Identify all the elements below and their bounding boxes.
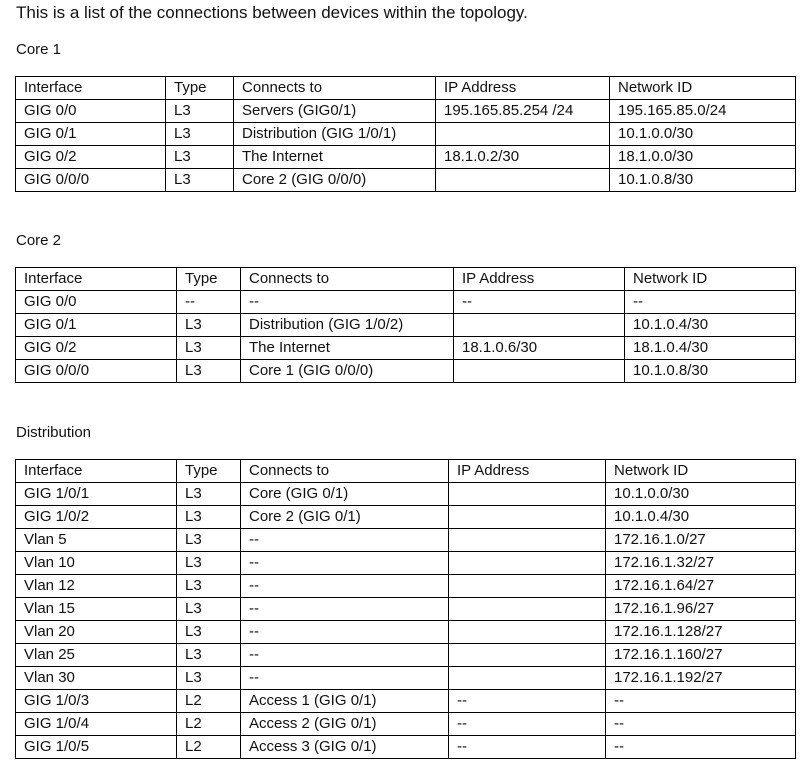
cell-interface: GIG 0/0/0 — [16, 360, 177, 383]
cell-interface: GIG 0/2 — [16, 337, 177, 360]
cell-type: L3 — [166, 169, 234, 192]
cell-connects-to: -- — [241, 552, 449, 575]
distribution-connections-table — [15, 459, 796, 759]
cell-ip-address: -- — [449, 713, 606, 736]
cell-interface: GIG 0/0 — [16, 100, 166, 123]
cell-network-id: 172.16.1.32/27 — [606, 552, 796, 575]
cell-type: L3 — [177, 360, 241, 383]
cell-type: L2 — [177, 713, 241, 736]
table-row — [16, 146, 796, 169]
cell-network-id: -- — [606, 713, 796, 736]
table-row — [16, 552, 796, 575]
table-row — [16, 483, 796, 506]
cell-type: L3 — [177, 575, 241, 598]
cell-connects-to: -- — [241, 644, 449, 667]
section-title-core-1: Core 1 — [16, 41, 62, 58]
cell-interface: Vlan 12 — [16, 575, 177, 598]
column-header-network-id: Network ID — [610, 77, 796, 100]
cell-ip-address — [449, 621, 606, 644]
column-header-ip-address: IP Address — [449, 460, 606, 483]
cell-type: L3 — [177, 506, 241, 529]
table-row — [16, 506, 796, 529]
cell-interface: Vlan 10 — [16, 552, 177, 575]
cell-interface: GIG 0/1 — [16, 314, 177, 337]
table-row — [16, 736, 796, 759]
table-row — [16, 690, 796, 713]
cell-interface: Vlan 30 — [16, 667, 177, 690]
column-header-connects-to: Connects to — [241, 460, 449, 483]
table-row — [16, 598, 796, 621]
column-header-interface: Interface — [16, 460, 177, 483]
section-title-distribution: Distribution — [16, 424, 92, 441]
cell-ip-address — [449, 506, 606, 529]
cell-connects-to: -- — [241, 291, 454, 314]
cell-type: L3 — [177, 644, 241, 667]
column-header-network-id: Network ID — [625, 268, 796, 291]
cell-network-id: 172.16.1.64/27 — [606, 575, 796, 598]
cell-network-id: 10.1.0.8/30 — [610, 169, 796, 192]
cell-type: L3 — [166, 146, 234, 169]
cell-network-id: -- — [625, 291, 796, 314]
table-row — [16, 529, 796, 552]
cell-type: L2 — [177, 690, 241, 713]
cell-network-id: 172.16.1.160/27 — [606, 644, 796, 667]
cell-type: L3 — [177, 483, 241, 506]
cell-network-id: 10.1.0.8/30 — [625, 360, 796, 383]
cell-ip-address: 195.165.85.254 /24 — [436, 100, 610, 123]
cell-connects-to: Distribution (GIG 1/0/1) — [234, 123, 436, 146]
cell-network-id: 10.1.0.0/30 — [610, 123, 796, 146]
cell-network-id: 10.1.0.0/30 — [606, 483, 796, 506]
cell-connects-to: Distribution (GIG 1/0/2) — [241, 314, 454, 337]
cell-interface: Vlan 5 — [16, 529, 177, 552]
cell-network-id: 18.1.0.0/30 — [610, 146, 796, 169]
column-header-interface: Interface — [16, 268, 177, 291]
cell-ip-address — [449, 552, 606, 575]
cell-ip-address: -- — [454, 291, 625, 314]
cell-type: L3 — [177, 621, 241, 644]
cell-connects-to: Core 1 (GIG 0/0/0) — [241, 360, 454, 383]
cell-interface: GIG 1/0/1 — [16, 483, 177, 506]
cell-network-id: -- — [606, 690, 796, 713]
column-header-interface: Interface — [16, 77, 166, 100]
cell-connects-to: -- — [241, 529, 449, 552]
cell-network-id: 172.16.1.128/27 — [606, 621, 796, 644]
table-header-row — [16, 268, 796, 291]
cell-ip-address — [454, 360, 625, 383]
cell-ip-address: 18.1.0.6/30 — [454, 337, 625, 360]
cell-connects-to: The Internet — [241, 337, 454, 360]
cell-ip-address — [449, 667, 606, 690]
cell-interface: Vlan 20 — [16, 621, 177, 644]
cell-interface: GIG 0/1 — [16, 123, 166, 146]
table-header-row — [16, 460, 796, 483]
cell-type: -- — [177, 291, 241, 314]
cell-ip-address — [449, 529, 606, 552]
cell-type: L3 — [166, 100, 234, 123]
cell-connects-to: Core 2 (GIG 0/1) — [241, 506, 449, 529]
table-row — [16, 169, 796, 192]
cell-connects-to: -- — [241, 575, 449, 598]
cell-type: L3 — [166, 123, 234, 146]
column-header-type: Type — [177, 268, 241, 291]
cell-network-id: -- — [606, 736, 796, 759]
cell-connects-to: Access 2 (GIG 0/1) — [241, 713, 449, 736]
table-row — [16, 291, 796, 314]
cell-network-id: 10.1.0.4/30 — [606, 506, 796, 529]
cell-ip-address: -- — [449, 690, 606, 713]
cell-interface: Vlan 25 — [16, 644, 177, 667]
cell-network-id: 195.165.85.0/24 — [610, 100, 796, 123]
cell-ip-address: 18.1.0.2/30 — [436, 146, 610, 169]
cell-interface: GIG 0/2 — [16, 146, 166, 169]
table-row — [16, 575, 796, 598]
cell-ip-address — [436, 169, 610, 192]
cell-connects-to: Access 1 (GIG 0/1) — [241, 690, 449, 713]
column-header-connects-to: Connects to — [241, 268, 454, 291]
table-row — [16, 314, 796, 337]
cell-ip-address — [449, 598, 606, 621]
cell-type: L3 — [177, 337, 241, 360]
core-2-connections-table — [15, 267, 796, 383]
cell-interface: GIG 1/0/2 — [16, 506, 177, 529]
column-header-ip-address: IP Address — [454, 268, 625, 291]
cell-ip-address — [436, 123, 610, 146]
column-header-connects-to: Connects to — [234, 77, 436, 100]
table-row — [16, 621, 796, 644]
cell-ip-address — [449, 575, 606, 598]
cell-interface: GIG 1/0/4 — [16, 713, 177, 736]
cell-network-id: 172.16.1.192/27 — [606, 667, 796, 690]
cell-ip-address — [449, 483, 606, 506]
cell-network-id: 18.1.0.4/30 — [625, 337, 796, 360]
column-header-type: Type — [166, 77, 234, 100]
cell-connects-to: -- — [241, 598, 449, 621]
cell-interface: GIG 1/0/3 — [16, 690, 177, 713]
cell-interface: GIG 1/0/5 — [16, 736, 177, 759]
table-row — [16, 667, 796, 690]
cell-connects-to: The Internet — [234, 146, 436, 169]
column-header-ip-address: IP Address — [436, 77, 610, 100]
table-row — [16, 123, 796, 146]
column-header-type: Type — [177, 460, 241, 483]
column-header-network-id: Network ID — [606, 460, 796, 483]
cell-interface: GIG 0/0 — [16, 291, 177, 314]
cell-connects-to: Core (GIG 0/1) — [241, 483, 449, 506]
table-header-row — [16, 77, 796, 100]
cell-interface: GIG 0/0/0 — [16, 169, 166, 192]
cell-connects-to: Servers (GIG0/1) — [234, 100, 436, 123]
cell-connects-to: Core 2 (GIG 0/0/0) — [234, 169, 436, 192]
cell-type: L3 — [177, 598, 241, 621]
cell-type: L3 — [177, 552, 241, 575]
cell-interface: Vlan 15 — [16, 598, 177, 621]
cell-type: L3 — [177, 529, 241, 552]
cell-connects-to: -- — [241, 621, 449, 644]
cell-type: L2 — [177, 736, 241, 759]
cell-type: L3 — [177, 667, 241, 690]
core-1-connections-table — [15, 76, 796, 192]
intro-text: This is a list of the connections between devices within the topology. — [16, 3, 528, 22]
cell-ip-address — [454, 314, 625, 337]
cell-network-id: 10.1.0.4/30 — [625, 314, 796, 337]
table-row — [16, 360, 796, 383]
table-row — [16, 644, 796, 667]
section-title-core-2: Core 2 — [16, 232, 62, 249]
table-row — [16, 713, 796, 736]
cell-ip-address — [449, 644, 606, 667]
cell-ip-address: -- — [449, 736, 606, 759]
cell-type: L3 — [177, 314, 241, 337]
cell-network-id: 172.16.1.0/27 — [606, 529, 796, 552]
cell-network-id: 172.16.1.96/27 — [606, 598, 796, 621]
table-row — [16, 337, 796, 360]
cell-connects-to: Access 3 (GIG 0/1) — [241, 736, 449, 759]
cell-connects-to: -- — [241, 667, 449, 690]
table-row — [16, 100, 796, 123]
